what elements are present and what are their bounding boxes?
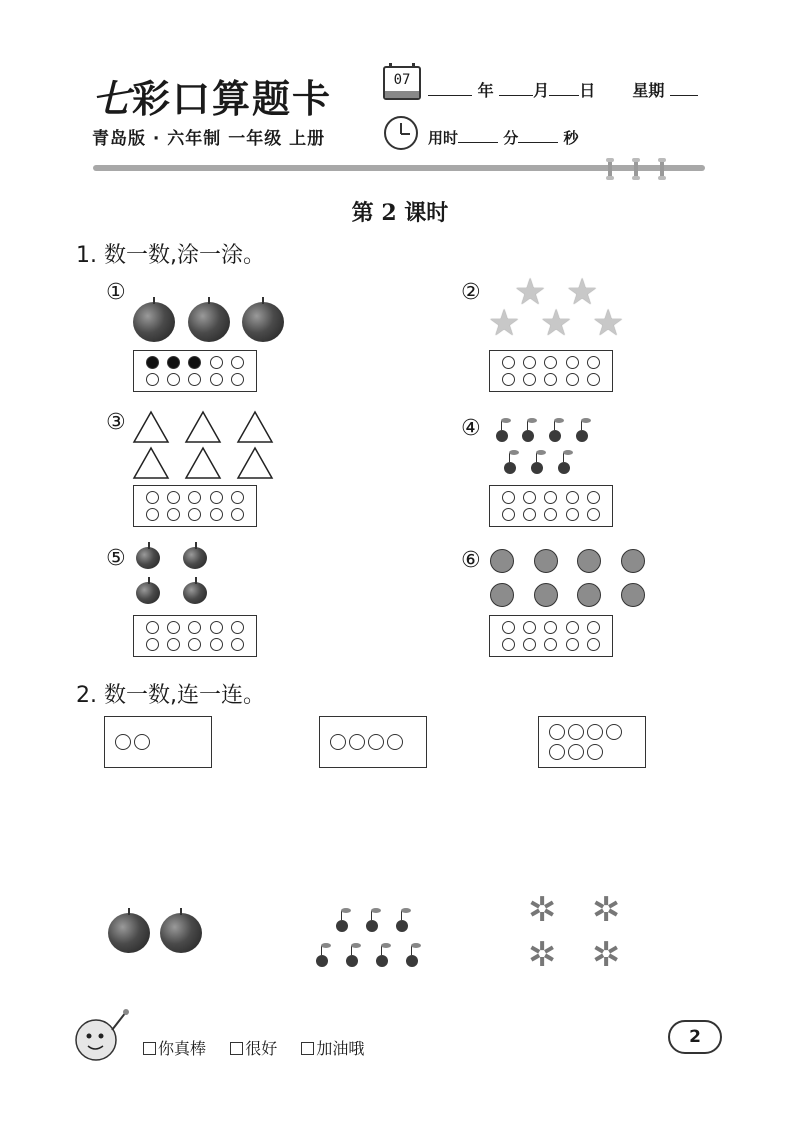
empty-circle[interactable]	[566, 508, 579, 521]
empty-circle[interactable]	[587, 356, 600, 369]
empty-circle[interactable]	[167, 638, 180, 651]
empty-circle[interactable]	[544, 491, 557, 504]
grasshopper-icon[interactable]: ✲	[592, 890, 621, 930]
ten-frame-6	[489, 615, 613, 657]
apple-icon	[188, 302, 230, 342]
triangle-icon	[186, 448, 220, 478]
seconds-blank[interactable]	[518, 129, 558, 143]
item-3-mark: ③	[106, 410, 126, 435]
empty-circle[interactable]	[544, 621, 557, 634]
empty-circle[interactable]	[167, 491, 180, 504]
rating-checkbox-1[interactable]	[143, 1042, 156, 1055]
empty-circle[interactable]	[502, 508, 515, 521]
empty-circle[interactable]	[566, 621, 579, 634]
ten-frame-3	[133, 485, 257, 527]
rating-checkbox-3[interactable]	[301, 1042, 314, 1055]
gray-dot-icon	[621, 549, 645, 573]
gray-dot-icon	[621, 583, 645, 607]
circle-icon	[606, 724, 622, 740]
empty-circle[interactable]	[188, 621, 201, 634]
gray-dot-icon	[534, 549, 558, 573]
filled-circle[interactable]	[188, 356, 201, 369]
gray-dot-icon	[490, 549, 514, 573]
page-number: 2	[668, 1020, 722, 1054]
empty-circle[interactable]	[544, 373, 557, 386]
cherry-icon[interactable]	[376, 955, 388, 967]
empty-circle[interactable]	[188, 491, 201, 504]
cherry-icon	[549, 430, 561, 442]
star-icon: ★	[514, 272, 547, 313]
empty-circle[interactable]	[502, 491, 515, 504]
clock-icon	[384, 116, 418, 150]
gray-dot-icon	[490, 583, 514, 607]
rating-checkbox-2[interactable]	[230, 1042, 243, 1055]
empty-circle[interactable]	[231, 491, 244, 504]
empty-circle[interactable]	[167, 621, 180, 634]
star-icon: ★	[566, 272, 599, 313]
empty-circle[interactable]	[502, 373, 515, 386]
ten-frame-4	[489, 485, 613, 527]
calendar-icon	[383, 66, 421, 100]
cherry-icon	[558, 462, 570, 474]
gray-dot-icon	[577, 583, 601, 607]
calendar-number: 07	[393, 72, 411, 88]
apple-icon	[183, 582, 207, 604]
ten-frame-1	[133, 350, 257, 392]
cherry-icon	[576, 430, 588, 442]
empty-circle[interactable]	[146, 638, 159, 651]
empty-circle[interactable]	[210, 508, 223, 521]
apple-icon	[242, 302, 284, 342]
filled-circle[interactable]	[146, 356, 159, 369]
apple-icon[interactable]	[108, 913, 150, 953]
cherry-icon[interactable]	[316, 955, 328, 967]
circle-icon	[549, 744, 565, 760]
question-2-heading: 2. 数一数,连一连。	[76, 683, 265, 708]
cherry-icon[interactable]	[396, 920, 408, 932]
empty-circle[interactable]	[167, 508, 180, 521]
apple-icon	[136, 582, 160, 604]
triangle-icon	[238, 448, 272, 478]
star-icon: ★	[592, 303, 625, 344]
empty-circle[interactable]	[566, 356, 579, 369]
month-blank[interactable]	[499, 82, 533, 96]
triangle-icon	[238, 412, 272, 442]
empty-circle[interactable]	[587, 621, 600, 634]
circle-icon	[568, 724, 584, 740]
triangle-icon	[134, 412, 168, 442]
empty-circle[interactable]	[587, 508, 600, 521]
empty-circle[interactable]	[502, 638, 515, 651]
ten-frame-2	[489, 350, 613, 392]
empty-circle[interactable]	[231, 508, 244, 521]
lesson-title: 第 2 课时	[351, 200, 449, 226]
empty-circle[interactable]	[231, 638, 244, 651]
empty-circle[interactable]	[523, 508, 536, 521]
item-6-mark: ⑥	[461, 548, 481, 573]
empty-circle[interactable]	[210, 491, 223, 504]
empty-circle[interactable]	[523, 356, 536, 369]
self-rating: 你真棒 很好 加油哦	[143, 1036, 364, 1059]
item-5-mark: ⑤	[106, 546, 126, 571]
year-blank[interactable]	[428, 82, 472, 96]
empty-circle[interactable]	[566, 638, 579, 651]
gray-dot-icon	[577, 549, 601, 573]
day-blank[interactable]	[549, 82, 579, 96]
item-2-mark: ②	[461, 280, 481, 305]
circle-icon	[387, 734, 403, 750]
empty-circle[interactable]	[210, 356, 223, 369]
star-icon: ★	[488, 303, 521, 344]
circle-icon	[115, 734, 131, 750]
circle-icon	[368, 734, 384, 750]
empty-circle[interactable]	[566, 491, 579, 504]
minutes-blank[interactable]	[458, 129, 498, 143]
header-divider	[93, 165, 705, 171]
empty-circle[interactable]	[210, 621, 223, 634]
empty-circle[interactable]	[566, 373, 579, 386]
cherry-icon	[522, 430, 534, 442]
empty-circle[interactable]	[188, 373, 201, 386]
cherry-icon	[531, 462, 543, 474]
empty-circle[interactable]	[523, 373, 536, 386]
apple-icon[interactable]	[160, 913, 202, 953]
gray-dot-icon	[534, 583, 558, 607]
empty-circle[interactable]	[502, 621, 515, 634]
circle-icon	[134, 734, 150, 750]
item-1-mark: ①	[106, 280, 126, 305]
circle-icon	[587, 724, 603, 740]
cherry-icon[interactable]	[366, 920, 378, 932]
empty-circle[interactable]	[146, 508, 159, 521]
empty-circle[interactable]	[523, 638, 536, 651]
empty-circle[interactable]	[231, 373, 244, 386]
apple-icon	[133, 302, 175, 342]
empty-circle[interactable]	[523, 491, 536, 504]
empty-circle[interactable]	[523, 621, 536, 634]
binder-pin	[608, 158, 612, 180]
cherry-icon	[496, 430, 508, 442]
edition-label: 青岛版 · 六年制 一年级 上册	[92, 129, 326, 149]
empty-circle[interactable]	[146, 621, 159, 634]
empty-circle[interactable]	[188, 638, 201, 651]
brand-title: 七彩口算题卡	[92, 76, 333, 121]
filled-circle[interactable]	[167, 356, 180, 369]
empty-circle[interactable]	[544, 638, 557, 651]
empty-circle[interactable]	[210, 638, 223, 651]
circle-icon	[587, 744, 603, 760]
empty-circle[interactable]	[210, 373, 223, 386]
grasshopper-icon[interactable]: ✲	[528, 935, 557, 975]
question-1-heading: 1. 数一数,涂一涂。	[76, 243, 265, 268]
empty-circle[interactable]	[587, 638, 600, 651]
ten-frame-5	[133, 615, 257, 657]
mascot-icon	[68, 1006, 132, 1066]
triangle-icon	[134, 448, 168, 478]
circle-icon	[549, 724, 565, 740]
triangles-group	[130, 408, 280, 480]
count-box-1[interactable]	[104, 716, 212, 768]
count-box-3[interactable]	[538, 716, 646, 768]
binder-pin	[660, 158, 664, 180]
circle-icon	[330, 734, 346, 750]
star-icon: ★	[540, 303, 573, 344]
circle-icon	[349, 734, 365, 750]
empty-circle[interactable]	[167, 373, 180, 386]
cherry-icon[interactable]	[336, 920, 348, 932]
grasshopper-icon[interactable]: ✲	[592, 935, 621, 975]
empty-circle[interactable]	[544, 508, 557, 521]
cherry-icon[interactable]	[406, 955, 418, 967]
item-4-mark: ④	[461, 416, 481, 441]
time-fields: 用时 分 秒	[428, 129, 579, 147]
cherry-icon[interactable]	[346, 955, 358, 967]
empty-circle[interactable]	[231, 356, 244, 369]
apple-icon	[183, 547, 207, 569]
count-box-2[interactable]	[319, 716, 427, 768]
empty-circle[interactable]	[146, 491, 159, 504]
cherry-icon	[504, 462, 516, 474]
empty-circle[interactable]	[146, 373, 159, 386]
binder-pin	[634, 158, 638, 180]
empty-circle[interactable]	[587, 373, 600, 386]
empty-circle[interactable]	[544, 356, 557, 369]
empty-circle[interactable]	[188, 508, 201, 521]
circle-icon	[568, 744, 584, 760]
empty-circle[interactable]	[587, 491, 600, 504]
apple-icon	[136, 547, 160, 569]
date-fields: 年 月 日 星期	[428, 78, 698, 101]
weekday-blank[interactable]	[670, 82, 698, 96]
grasshopper-icon[interactable]: ✲	[528, 890, 557, 930]
empty-circle[interactable]	[231, 621, 244, 634]
empty-circle[interactable]	[502, 356, 515, 369]
triangle-icon	[186, 412, 220, 442]
